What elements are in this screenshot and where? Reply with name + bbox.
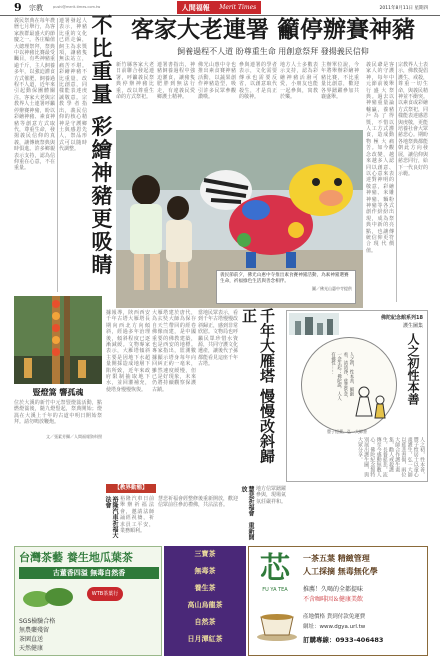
tea-cup-icon: [255, 603, 299, 643]
commemorative-vertical-title: 人之初性本善: [406, 333, 420, 405]
ad-middle-item: 三寶茶: [194, 550, 216, 558]
ad-left-list-item: 無農藥殘留: [19, 627, 50, 634]
commemorative-credit: 豐子愷畫、弘一大師書: [327, 429, 367, 434]
lead-photo: [116, 130, 363, 308]
news-col-3-body: 地方信眾踴躍參與，現場氣氛莊嚴祥和。: [256, 486, 287, 505]
news-col-2-title: 慧悲祈福會 重新開放: [240, 486, 254, 540]
ad-middle-item: 自然茶: [194, 618, 216, 626]
lead-photo-caption-box: [216, 270, 356, 304]
ad-right-slogan-2: 人工採摘 無毒無化學: [303, 566, 378, 576]
ad-left-list-item: SGS檢驗合格: [19, 618, 56, 625]
figures-sketch: [350, 380, 390, 426]
news-col-2-body: 慧悲祈福會經整修後重新開放，歡迎信眾前往參訪禮佛，共沾法喜。: [158, 496, 239, 509]
ad-right-slogan-1: 一茶五葉 精緻管理: [303, 553, 370, 563]
left-photo: [14, 296, 102, 384]
lead-body-5: 地方人士多數表示支持，認為彩繪神豬活潑可愛，小朋友也能一起參與，寓教於樂。: [280, 62, 318, 101]
news-col-1-title: 裕隆汽車祈福大法會: [104, 496, 118, 538]
page-number: 9: [14, 1, 22, 14]
ad-middle-item: 高山烏龍茶: [187, 601, 223, 609]
ad-left-list-item: 天然健康: [19, 645, 44, 652]
paper-logo: [177, 1, 261, 14]
protect-life-painting: [301, 337, 397, 433]
lead-photo-credit: 圖／佛光山惠中寺提供: [312, 286, 352, 291]
lead-subheadline: 飼養過程不人道 盼尊重生命 用創意祭拜 發揚義民信仰: [177, 47, 369, 56]
middle-text-column-1: 據報導，陝西西安千年古塔大雁塔長期向西北方向傾斜，經過多年治理後，傾斜程度已逐漸減緩。文物專家表示，大雁塔傾斜主要是因地下水超量開採造成地層下陷所致，近年來政府限制抽取地下水，並回灌補充，使塔身慢慢恢復。: [106, 310, 150, 393]
ad-middle[interactable]: [164, 546, 246, 656]
ad-middle-item: 無毒茶: [194, 567, 216, 575]
section-email: pushi@merit-times.com.tw: [53, 5, 101, 9]
ad-left-badge: WTB茶葉行: [87, 587, 123, 601]
ad-middle-item: 養生茶: [194, 584, 216, 592]
left-photo-credit: 文／張素芳攝／人間福報資料照: [46, 434, 102, 439]
ad-right-phone[interactable]: 訂購專線：0933-406483: [303, 636, 384, 644]
ad-right-logo: 芯: [260, 551, 290, 586]
second-vertical-headline: 千年大雁塔 慢慢改斜歸正: [240, 308, 276, 464]
memorial-skyline-icon: [289, 313, 339, 335]
left-text-column-1: 義民祭典在每年農曆七月舉行，為客家族群最盛大的節慶之一。各庄輪值大總理祭拜，祭典中以神豬比賽最受矚目，有些神豬重逾千斤，主人飼養多年，以強迫灌食方式催肥，飼養過程不人道，近年來引起動保團體關注。客家大老與宗教界人士連署呼籲停辦賽神豬，盼以彩繪神豬、素食神豬等創意方式取代，尊重生命，發揚義民信仰的真義，讓傳統祭典與時俱進。許多鄉親表示支持，認為信仰重在心意，不在重量。: [14, 18, 55, 172]
lead-body-2: 連署書指出，神豬飼養過程中強迫灌食，讓豬隻肥胖到無法行走，有違義民愛鄉護土精神。: [157, 62, 195, 101]
vertical-headline: 不比重量 彩繪神豬更吸睛: [89, 14, 114, 277]
issue-date: 2011年8月11日 星期四: [379, 6, 428, 11]
left-text-column-2: 連署發起人表示，神豬比重的文化已經走偏，飼主為求獎項，讓豬隻無法站立，痛苦不堪。彩繪神豬不比重量，改比創意，同樣能表達虔誠敬意。宗教學者指出，義民信仰的核心精神是守護鄉土與感恩先人，祭品形式可以隨時代調整。: [59, 18, 87, 153]
ad-left-headline: 台灣茶藝 養生地瓜葉茶: [19, 551, 133, 564]
lead-body-6: 主辦單位說，今年將舉辦彩繪神豬比賽，不比重量比創意，歡迎各界踴躍參加共襄盛舉。: [321, 62, 359, 101]
right-text-column-2: 宗教界人士表示，佛教提倡護生、戒殺，尊重一切生命，與義民精神並不衝突。以素食或彩繪方式祭祀，同樣能表達感恩與虔敬，更能培養社會大眾慈悲心。期盼各地祭典都能朝此方向發展，讓信仰與慈悲同行，給下一代良好的示範。: [398, 62, 429, 177]
left-photo-caption: 豎燈篙 響孤魂: [32, 387, 84, 397]
commemorative-body: 人之初，性本善，豐子愷居士以童心畫護生，弘一大師以慈悲書偈，兩位大師合作護生畫集，勸人戒殺護生，長養慈悲，流傳至今感動無數人心。佛陀紀念館特別展出護生圖，與大眾分享。: [356, 437, 425, 477]
middle-text-column-3: 當地民眾表示，看到千年古塔慢慢改斜歸正，感到非常欣慰。文物局也呼籲民眾珍惜水資源，共同守護文化遺產，讓後代子孫都能看見這座千年古塔。: [198, 310, 239, 368]
left-photo-body: 位於大溪的新竹中元祭豎燈篙活動，點燃燈篙後，隨九燈豎起，祭典開始；燈篙在大溪上千年的古道中明日開始祭拜。請勿鳴放鞭炮。: [14, 400, 102, 426]
ad-left-subheadline: 古董香四溢 無毒自然香: [19, 567, 159, 579]
tea-leaf-icon: [19, 583, 79, 613]
commemorative-subtitle: 護生圖集: [402, 323, 423, 329]
lead-body-3: 佛光山惠中寺也推出素食賽神豬活動，以蔬果創作神豬造型，吸引許多民眾參觀讚嘆。: [198, 62, 236, 101]
lead-headline: 客家大老連署 籲停辦賽神豬: [130, 16, 415, 43]
ad-left-list-item: 茶園直送: [19, 636, 44, 643]
lantern-pole-illustration: [14, 296, 102, 384]
lead-body-4: 參與連署的學者表示，文化需要傳承也需要反省，以創意取代殺生，才是真正的敬神。: [239, 62, 277, 101]
news-col-1-body: 裕隆汽車日前舉辦祈福法會，邀請法師誦經祝禱，祈求員工平安，業務順利。: [120, 496, 154, 535]
commemorative-series-title: 佛陀紀念館系列18: [381, 315, 423, 321]
lead-body-1: 新竹縣客家大老日前聯合發起連署，呼籲義民祭典停辦神豬比重，改以尊重生命的方式祭祀。: [116, 62, 154, 101]
section-name: 宗教: [29, 4, 43, 12]
right-text-column-1: 義民爺是客家人的守護神，每年中元節前後舉行盛大祭典。過去以神豬重量論輸贏，養豬戶為了得獎，不惜以人工方式灌食，造成動物極大痛苦。如今觀念改變，越來越多人認同以創意、以心意來表達對神明的敬意，彩繪神豬、米雕神豬、麵粉神豬等各式創作紛紛出現，成為祭典中新的亮點，也讓傳統信仰更符合現代價值。: [366, 62, 394, 254]
painting-poem: 人之初，性本善，細細看，清清淨，慈悲常念，一念生起；佛陀說，人人有佛性……: [330, 352, 354, 401]
ad-middle-item: 日月潭紅茶: [187, 635, 223, 643]
ad-right-brand: FU YA TEA: [262, 587, 288, 593]
commemorative-box: [286, 310, 428, 482]
ad-right-promo-1: 推薦！久喝的全都提味: [303, 586, 364, 593]
ad-left[interactable]: [14, 546, 162, 656]
lead-photo-caption: 義民節前夕，佛光山惠中寺推出素食賽神豬活動，為素神豬選賽生命，祈福綠色生活與善念相伴。: [220, 273, 349, 284]
ad-right[interactable]: [248, 546, 428, 656]
news-section-tag: 【教界動態】: [106, 484, 156, 493]
ad-right-contact-label: 產地價格 貨到付款免運費: [303, 614, 366, 620]
masthead: [0, 0, 440, 16]
ad-right-website[interactable]: 網址：www.dgya.url.tw: [303, 624, 366, 630]
ad-left-list: [19, 617, 159, 653]
paper-name-en: Merit Times: [219, 4, 257, 11]
ad-right-promo-2: 不含咖啡因＆健康美飲: [303, 596, 364, 603]
middle-text-column-2: 大雁塔建於唐代，為玄奘大師為保存自天竺帶回的經卷佛像而建，是中國重要的佛教建築，也是西安的地標。專家指出，監測數據顯示塔身每年向回糾正約一毫米，雖然速度緩慢，但已是好現象，未來仍將持續觀察保護古蹟。: [152, 310, 196, 393]
paper-name-cn: 人間福報: [181, 2, 210, 12]
